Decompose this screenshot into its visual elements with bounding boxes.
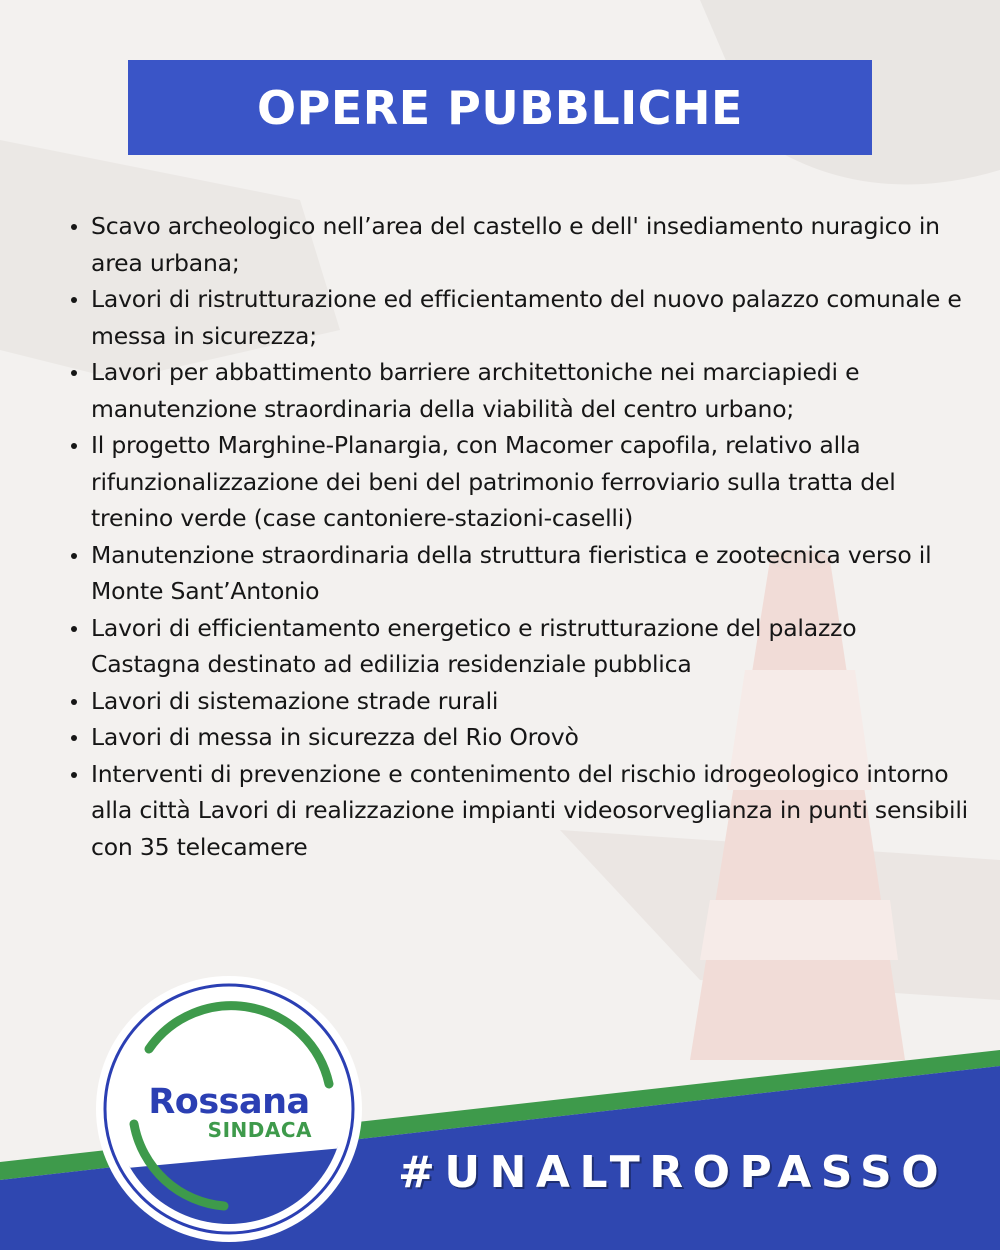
candidate-logo <box>94 974 364 1244</box>
bullet-text: Lavori di efficientamento energetico e ristrutturazione del palazzo Castagna destinato ad edilizia residenziale pubblica <box>91 613 857 678</box>
bullet-text: Il progetto Marghine-Planargia, con Macomer capofila, relativo alla rifunzionalizzazione dei beni del patrimonio ferroviario sulla tratta del trenino verde (case cantoniere-stazioni-caselli) <box>91 431 896 532</box>
bullet-text: Lavori di sistemazione strade rurali <box>91 686 499 715</box>
logo-name: Rossana <box>148 1082 310 1122</box>
bullet-text: Interventi di prevenzione e contenimento del rischio idrogeologico intorno alla città Lavori di realizzazione impianti videosorveglianza in punti sensibili con 35 telecamere <box>91 759 969 861</box>
hashtag: #UNALTROPASSO <box>398 1147 949 1198</box>
bullet-text: Lavori di messa in sicurezza del Rio Orovò <box>91 723 579 751</box>
bullet-text: Lavori per abbattimento barriere architettoniche nei marciapiedi e manutenzione straordinaria della viabilità del centro urbano; <box>91 358 860 423</box>
bullet-text: Lavori di ristrutturazione ed efficientamento del nuovo palazzo comunale e messa in sicurezza; <box>91 285 962 350</box>
logo-subtitle: SINDACA <box>207 1118 312 1142</box>
bullet-text: Manutenzione straordinaria della struttura fieristica e zootecnica verso il Monte Sant’Antonio <box>91 540 932 605</box>
bullet-text: Scavo archeologico nell’area del castello e dell' insediamento nuragico in area urbana; <box>91 212 940 277</box>
page-title: OPERE PUBBLICHE <box>257 80 743 135</box>
